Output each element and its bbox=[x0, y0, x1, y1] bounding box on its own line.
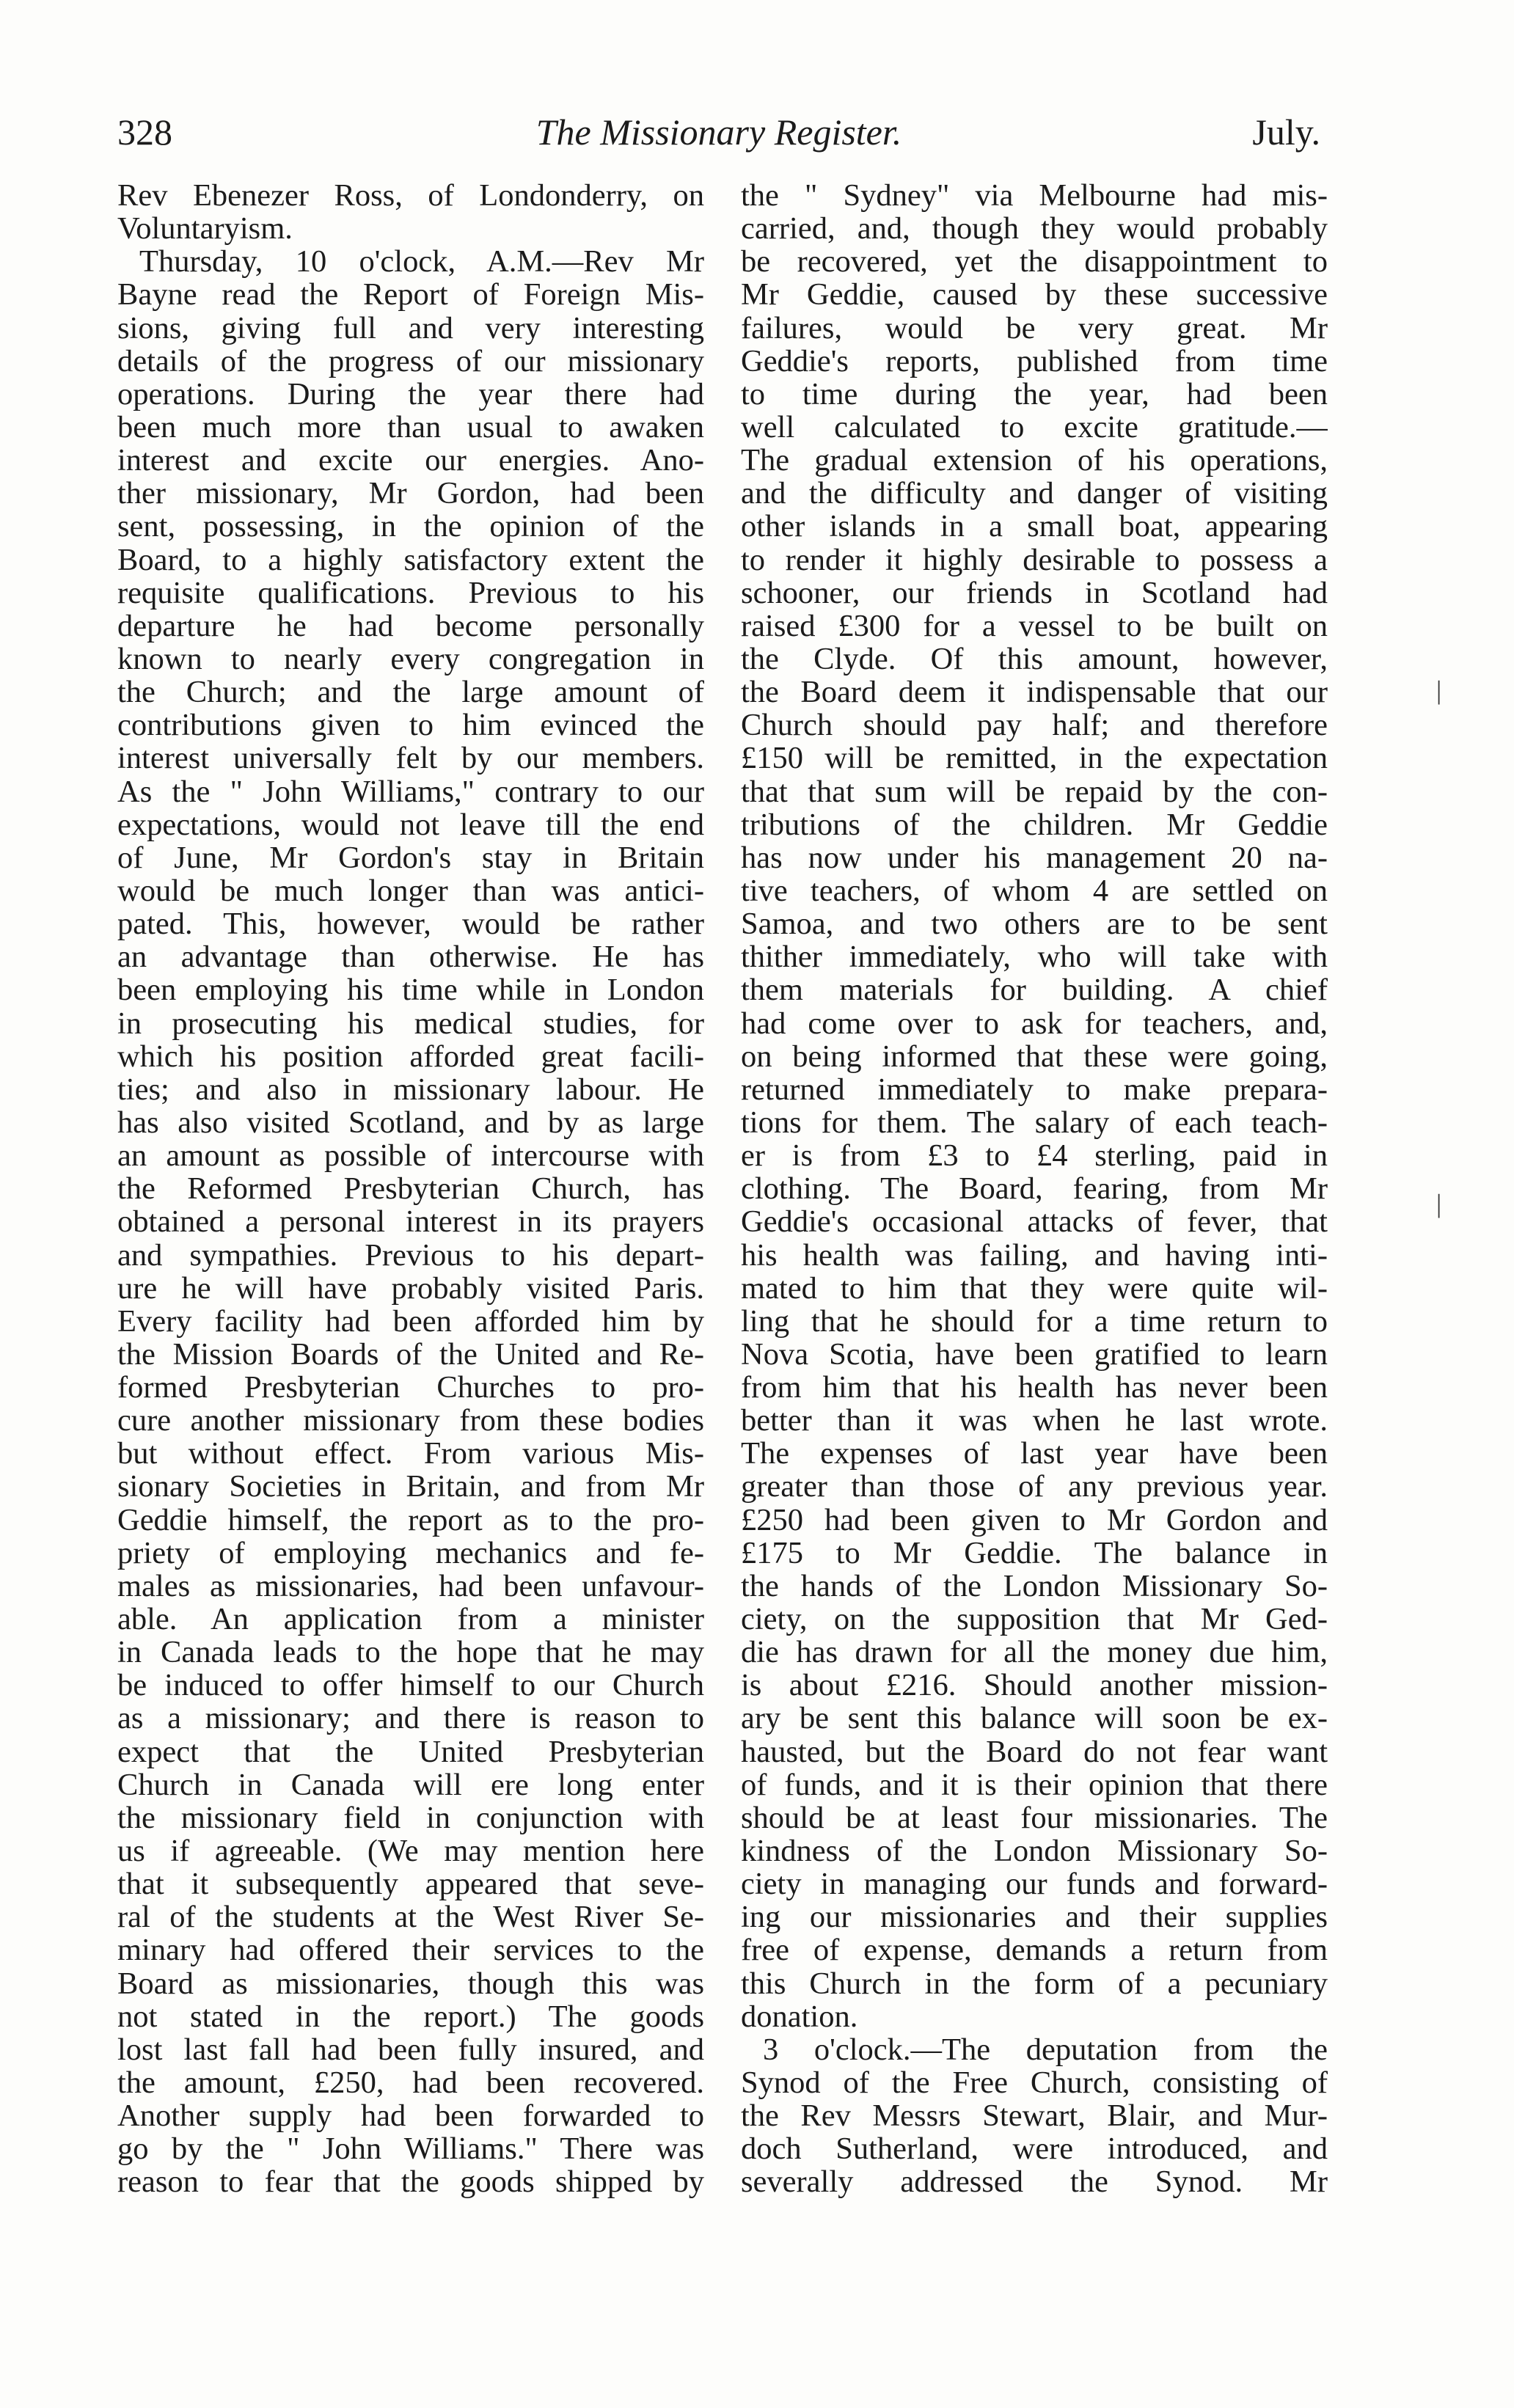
text-line: would be much longer than was antici- bbox=[117, 874, 704, 908]
text-line: Rev Ebenezer Ross, of Londonderry, on bbox=[117, 179, 704, 213]
text-line: the amount, £250, had been recovered. bbox=[117, 2066, 704, 2100]
text-line: that that sum will be repaid by the con- bbox=[741, 775, 1328, 808]
text-line: the Mission Boards of the United and Re- bbox=[117, 1337, 704, 1372]
text-line: ral of the students at the West River Se- bbox=[117, 1900, 704, 1934]
text-line: die has drawn for all the money due him, bbox=[741, 1636, 1328, 1669]
text-line: us if agreeable. (We may mention here bbox=[117, 1834, 704, 1868]
text-line: other islands in a small boat, appearing bbox=[741, 510, 1328, 544]
text-line: Board, to a highly satisfactory extent the bbox=[117, 543, 704, 577]
text-line: Every facility had been afforded him by bbox=[117, 1304, 704, 1338]
text-line: greater than those of any previous year. bbox=[741, 1470, 1328, 1504]
text-line: interest universally felt by our members. bbox=[117, 742, 704, 775]
text-line: in Canada leads to the hope that he may bbox=[117, 1636, 704, 1669]
text-line: departure he had become personally bbox=[117, 609, 704, 643]
text-line: the Clyde. Of this amount, however, bbox=[741, 642, 1328, 676]
text-line: priety of employing mechanics and fe- bbox=[117, 1536, 704, 1570]
text-line: ther missionary, Mr Gordon, had been bbox=[117, 477, 704, 510]
text-line: Board as missionaries, though this was bbox=[117, 1966, 704, 2000]
text-line: expect that the United Presbyterian bbox=[117, 1735, 704, 1768]
text-line: better than it was when he last wrote. bbox=[741, 1404, 1328, 1438]
text-line: has also visited Scotland, and by as large bbox=[117, 1105, 704, 1140]
text-line: Thursday, 10 o'clock, A.M.—Rev Mr bbox=[139, 245, 704, 279]
text-line: formed Presbyterian Churches to pro- bbox=[117, 1371, 704, 1405]
text-line: Voluntaryism. bbox=[117, 212, 293, 246]
running-header bbox=[117, 103, 1320, 161]
text-line: cure another missionary from these bodies bbox=[117, 1404, 704, 1438]
text-line: Synod of the Free Church, consisting of bbox=[741, 2066, 1328, 2100]
text-line: £175 to Mr Geddie. The balance in bbox=[741, 1536, 1328, 1570]
text-line: obtained a personal interest in its prayers bbox=[117, 1205, 704, 1239]
text-line: an advantage than otherwise. He has bbox=[117, 940, 704, 974]
text-line: his health was failing, and having inti- bbox=[741, 1238, 1328, 1272]
text-line: £250 had been given to Mr Gordon and bbox=[741, 1503, 1328, 1537]
text-line: the " Sydney" via Melbourne had mis- bbox=[741, 179, 1328, 213]
text-line: able. An application from a minister bbox=[117, 1603, 704, 1636]
text-line: this Church in the form of a pecuniary bbox=[741, 1966, 1328, 2000]
text-line: Church in Canada will ere long enter bbox=[117, 1768, 704, 1801]
text-line: but without effect. From various Mis- bbox=[117, 1437, 704, 1471]
text-line: that it subsequently appeared that seve- bbox=[117, 1867, 704, 1901]
text-line: as a missionary; and there is reason to bbox=[117, 1702, 704, 1735]
text-line: sions, giving full and very interesting bbox=[117, 311, 704, 345]
text-line: requisite qualifications. Previous to his bbox=[117, 576, 704, 610]
margin-tick-mark: | bbox=[1436, 1189, 1442, 1218]
page-number: 328 bbox=[117, 111, 172, 153]
text-line: the missionary field in conjunction with bbox=[117, 1801, 704, 1835]
text-line: £150 will be remitted, in the expectation bbox=[741, 742, 1328, 775]
text-line: ties; and also in missionary labour. He bbox=[117, 1072, 704, 1106]
text-line: an amount as possible of intercourse with bbox=[117, 1139, 704, 1173]
text-line: from him that his health has never been bbox=[741, 1371, 1328, 1405]
text-line: lost last fall had been fully insured, and bbox=[117, 2032, 704, 2067]
text-line: of funds, and it is their opinion that there bbox=[741, 1768, 1328, 1801]
text-line: failures, would be very great. Mr bbox=[741, 311, 1328, 345]
text-line: the Board deem it indispensable that our bbox=[741, 676, 1328, 709]
text-line: expectations, would not leave till the end bbox=[117, 808, 704, 841]
text-line: Samoa, and two others are to be sent bbox=[741, 907, 1328, 941]
text-line: to time during the year, had been bbox=[741, 377, 1328, 411]
text-line: be induced to offer himself to our Church bbox=[117, 1669, 704, 1702]
text-line: As the " John Williams," contrary to our bbox=[117, 775, 704, 808]
text-line: ciety, on the supposition that Mr Ged- bbox=[741, 1603, 1328, 1636]
text-line: details of the progress of our missionary bbox=[117, 344, 704, 378]
text-line: on being informed that these were going, bbox=[741, 1039, 1328, 1073]
text-line: the Rev Messrs Stewart, Blair, and Mur- bbox=[741, 2099, 1328, 2133]
text-line: Geddie himself, the report as to the pro- bbox=[117, 1503, 704, 1537]
text-line: ing our missionaries and their supplies bbox=[741, 1900, 1328, 1934]
text-line: kindness of the London Missionary So- bbox=[741, 1834, 1328, 1868]
text-line: Mr Geddie, caused by these successive bbox=[741, 278, 1328, 312]
text-line: Church should pay half; and therefore bbox=[741, 709, 1328, 742]
text-line: Nova Scotia, have been gratified to learn bbox=[741, 1337, 1328, 1372]
text-line: males as missionaries, had been unfavour- bbox=[117, 1569, 704, 1603]
text-line: tributions of the children. Mr Geddie bbox=[741, 808, 1328, 841]
text-line: which his position afforded great facili- bbox=[117, 1039, 704, 1073]
text-line: been employing his time while in London bbox=[117, 973, 704, 1007]
text-line: been much more than usual to awaken bbox=[117, 410, 704, 444]
text-line: reason to fear that the goods shipped by bbox=[117, 2165, 704, 2199]
text-line: mated to him that they were quite wil- bbox=[741, 1271, 1328, 1305]
text-line: ciety in managing our funds and forward- bbox=[741, 1867, 1328, 1901]
text-line: ary be sent this balance will soon be ex- bbox=[741, 1702, 1328, 1735]
margin-tick-mark: | bbox=[1436, 676, 1442, 705]
text-line: tions for them. The salary of each teach- bbox=[741, 1105, 1328, 1140]
text-line: pated. This, however, would be rather bbox=[117, 907, 704, 941]
text-line: doch Sutherland, were introduced, and bbox=[741, 2132, 1328, 2166]
text-line: be recovered, yet the disappointment to bbox=[741, 245, 1328, 279]
text-line: the Church; and the large amount of bbox=[117, 676, 704, 709]
text-line: er is from £3 to £4 sterling, paid in bbox=[741, 1139, 1328, 1173]
text-line: is about £216. Should another mission- bbox=[741, 1669, 1328, 1702]
text-line: 3 o'clock.—The deputation from the bbox=[763, 2032, 1328, 2067]
journal-title: The Missionary Register. bbox=[535, 111, 902, 153]
text-line: returned immediately to make prepara- bbox=[741, 1072, 1328, 1106]
text-line: ure he will have probably visited Paris. bbox=[117, 1271, 704, 1305]
text-line: Bayne read the Report of Foreign Mis- bbox=[117, 278, 704, 312]
text-line: free of expense, demands a return from bbox=[741, 1933, 1328, 1967]
text-line: the Reformed Presbyterian Church, has bbox=[117, 1172, 704, 1206]
text-line: go by the " John Williams." There was bbox=[117, 2132, 704, 2166]
text-line: schooner, our friends in Scotland had bbox=[741, 576, 1328, 610]
text-line: minary had offered their services to the bbox=[117, 1933, 704, 1967]
text-line: raised £300 for a vessel to be built on bbox=[741, 609, 1328, 643]
left-text-column bbox=[117, 179, 704, 2199]
text-line: tive teachers, of whom 4 are settled on bbox=[741, 874, 1328, 908]
text-line: clothing. The Board, fearing, from Mr bbox=[741, 1172, 1328, 1206]
text-line: sent, possessing, in the opinion of the bbox=[117, 510, 704, 544]
text-line: and sympathies. Previous to his depart- bbox=[117, 1238, 704, 1272]
text-line: has now under his management 20 na- bbox=[741, 841, 1328, 874]
text-line: donation. bbox=[741, 1999, 858, 2033]
text-line: well calculated to excite gratitude.— bbox=[741, 410, 1328, 444]
text-line: to render it highly desirable to possess a bbox=[741, 543, 1328, 577]
text-line: Geddie's reports, published from time bbox=[741, 344, 1328, 378]
text-line: thither immediately, who will take with bbox=[741, 940, 1328, 974]
text-line: hausted, but the Board do not fear want bbox=[741, 1735, 1328, 1768]
text-line: The gradual extension of his operations, bbox=[741, 444, 1328, 477]
text-line: sionary Societies in Britain, and from Mr bbox=[117, 1470, 704, 1504]
text-line: of June, Mr Gordon's stay in Britain bbox=[117, 841, 704, 874]
text-line: contributions given to him evinced the bbox=[117, 709, 704, 742]
text-line: interest and excite our energies. Ano- bbox=[117, 444, 704, 477]
text-line: known to nearly every congregation in bbox=[117, 642, 704, 676]
issue-month: July. bbox=[1252, 111, 1320, 153]
text-line: and the difficulty and danger of visiting bbox=[741, 477, 1328, 510]
text-line: not stated in the report.) The goods bbox=[117, 1999, 704, 2033]
text-line: Another supply had been forwarded to bbox=[117, 2099, 704, 2133]
text-line: carried, and, though they would probably bbox=[741, 212, 1328, 246]
text-line: should be at least four missionaries. The bbox=[741, 1801, 1328, 1835]
text-line: them materials for building. A chief bbox=[741, 973, 1328, 1007]
text-line: the hands of the London Missionary So- bbox=[741, 1569, 1328, 1603]
text-line: ling that he should for a time return to bbox=[741, 1304, 1328, 1338]
text-line: The expenses of last year have been bbox=[741, 1437, 1328, 1471]
text-line: operations. During the year there had bbox=[117, 377, 704, 411]
text-line: had come over to ask for teachers, and, bbox=[741, 1006, 1328, 1040]
text-line: severally addressed the Synod. Mr bbox=[741, 2165, 1328, 2199]
text-line: Geddie's occasional attacks of fever, that bbox=[741, 1205, 1328, 1239]
text-line: in prosecuting his medical studies, for bbox=[117, 1006, 704, 1040]
right-text-column bbox=[741, 179, 1328, 2199]
